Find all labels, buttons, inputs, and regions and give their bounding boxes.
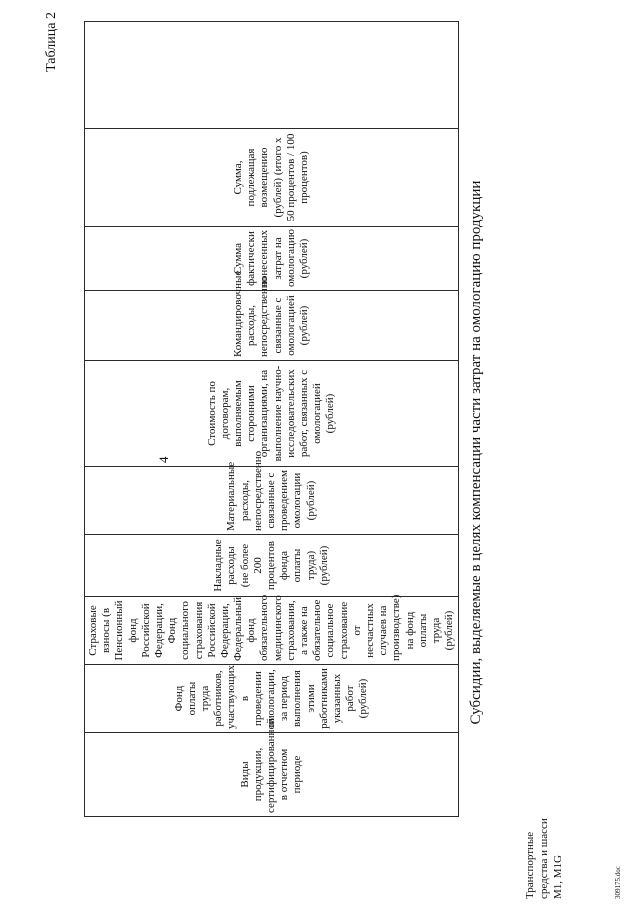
table-title: Субсидии, выделяемые в целях компенсации части затрат на омологацию продукции xyxy=(468,180,484,725)
row-label-vehicles: Транспортные средства и шасси M1, M1G xyxy=(524,818,564,899)
column-header-overhead-costs: Накладные расходы (не более 200 процентов фонда оплаты труда) (рублей) xyxy=(85,535,459,597)
table-header-row xyxy=(85,22,459,817)
column-header-material-costs: Материальные расходы, непосредственно связанные с проведением омологации (рублей) xyxy=(85,467,459,535)
column-header-insurance-contributions: Страховые взносы (в Пенсионный фонд Российской Федерации, Фонд социального страхования Российской Федерации, Федеральный фонд обязательного медицинского страхования, а также на обязательное социальное страхование от несчастных случаев на производстве) на фонд оплаты труда (рублей) xyxy=(85,597,459,665)
file-reference: 309175.doc xyxy=(614,866,622,899)
column-header-product-type: Виды продукции, сертифицированной в отчетном периоде xyxy=(85,733,459,817)
compensation-table xyxy=(84,21,459,817)
column-header-blank xyxy=(85,22,459,129)
column-header-contract-costs: Стоимость по договорам, выполняемым сторонними организациями, на выполнение научно-исследовательских работ, связанных с омологацией (рублей) xyxy=(85,361,459,467)
table-label: Таблица 2 xyxy=(44,12,59,72)
column-header-payroll-fund: Фонд оплаты труда работников, участвующих в проведении омологации, за период выполнения этими работниками указанных работ (рублей) xyxy=(85,665,459,733)
page-number: 4 xyxy=(156,456,171,463)
column-header-actual-costs: Сумма фактически понесенных затрат на омологацию (рублей) xyxy=(85,227,459,291)
column-header-travel-expenses: Командировочные расходы, непосредственно связанные с омологацией (рублей) xyxy=(85,291,459,361)
column-header-reimbursable-amount: Сумма, подлежащая возмещению (рублей) (итого x 50 процентов / 100 процентов) xyxy=(85,129,459,227)
